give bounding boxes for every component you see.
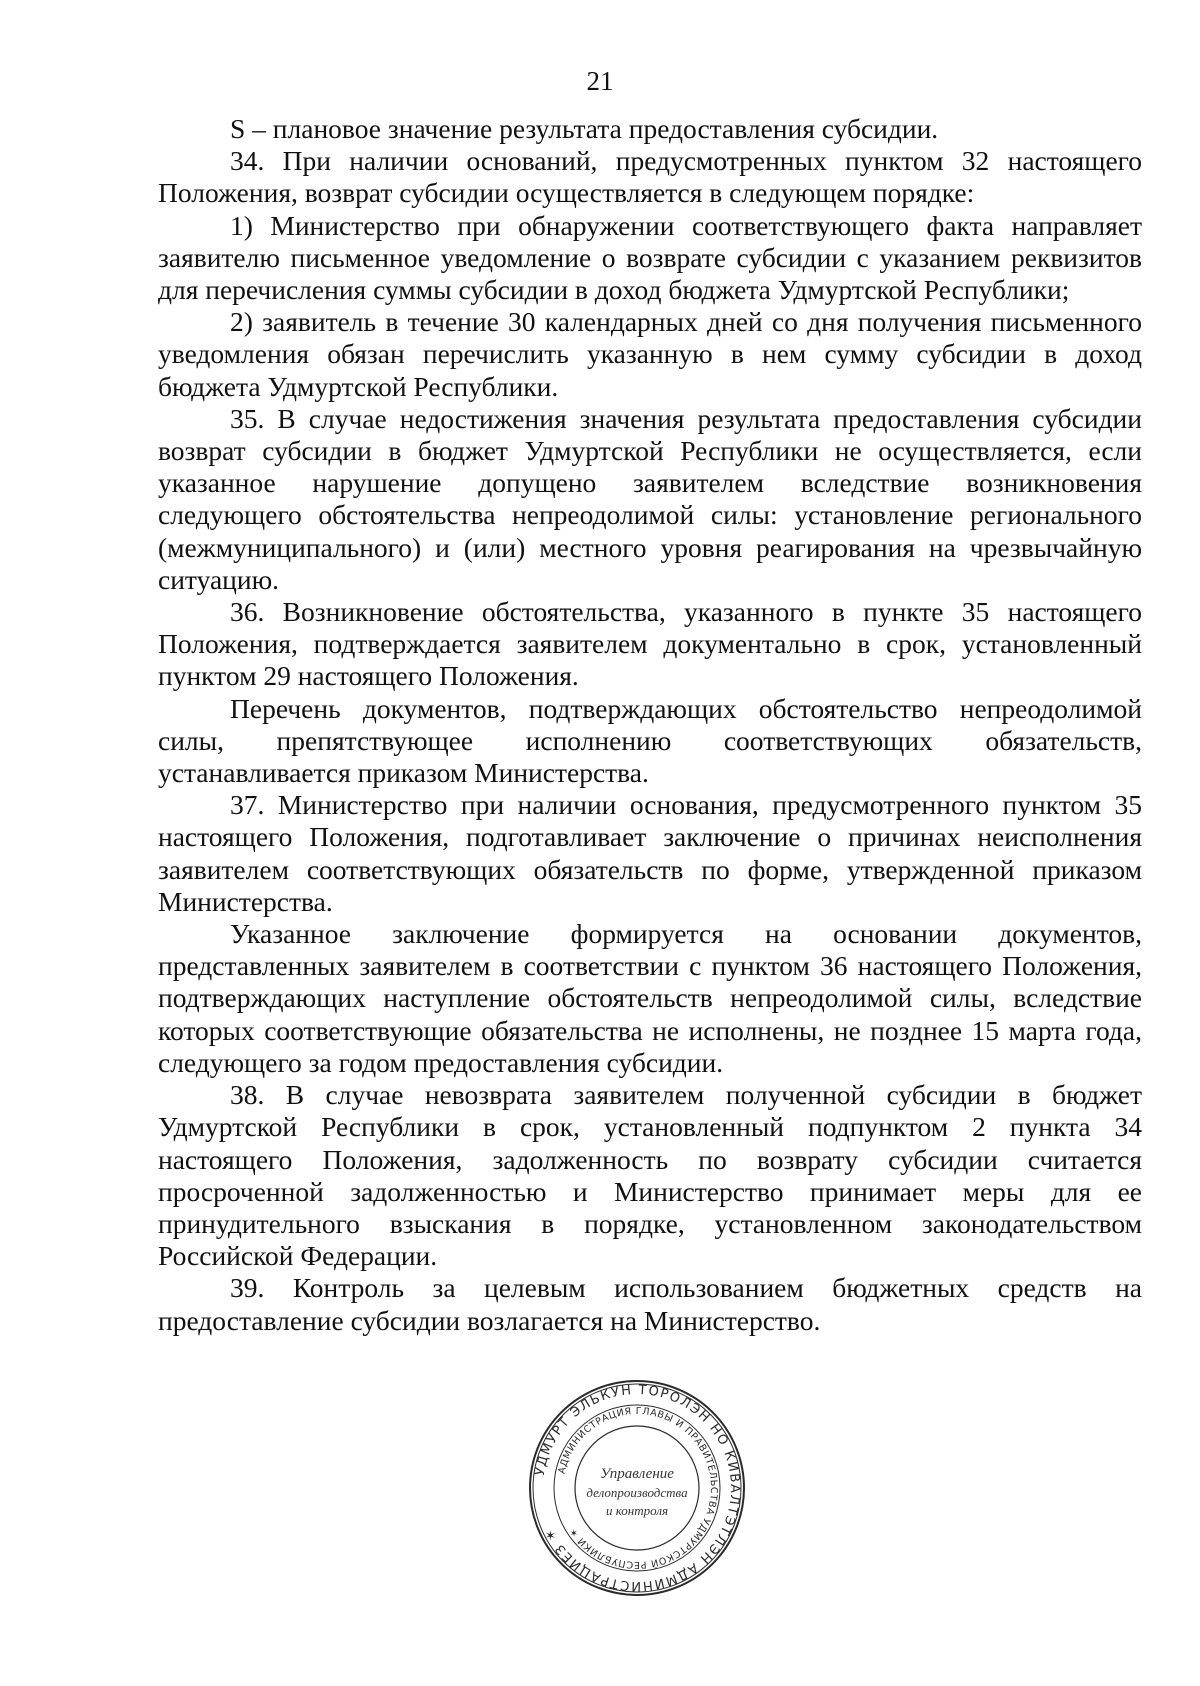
- paragraph-formula-s: S – плановое значение результата предоставления субсидии.: [230, 113, 939, 144]
- paragraph-35: 35. В случае недостижения значения результата предоставления субсидии возврат субсидии в бюджет Удмуртской Республики не осуществляется, если указанное нарушение допущено заявителем вследствие возникновения следующего обстоятельства непреодолимой силы: установление регионального (межмуниципального) и (или) местного уровня реагирования на чрезвычайную ситуацию.: [158, 402, 1142, 595]
- seal-outer-text: УДМУРТ ЭЛЬКУН ТОРОЛЭН НО КИВАЛТЭТЛЭН АДМИНИСТРАЦИЕЗ ✶: [532, 1382, 743, 1594]
- page-number: 21: [586, 66, 614, 96]
- paragraph-36: 36. Возникновение обстоятельства, указанного в пункте 35 настоящего Положения, подтверждается заявителем документально в срок, установленный пунктом 29 настоящего Положения.: [158, 596, 1142, 692]
- paragraph-34-2: 2) заявитель в течение 30 календарных дней со дня получения письменного уведомления обязан перечислить указанную в нем сумму субсидии в доход бюджета Удмуртской Республики.: [158, 306, 1142, 402]
- official-seal: [527, 1378, 747, 1598]
- paragraph-34-1: 1) Министерство при обнаружении соответствующего факта направляет заявителю письменное уведомление о возврате субсидии с указанием реквизитов для перечисления суммы субсидии в доход бюджета Удмуртской Республики;: [158, 209, 1142, 306]
- seal-inner-text: АДМИНИСТРАЦИЯ ГЛАВЫ И ПРАВИТЕЛЬСТВА УДМУРТСКОЙ РЕСПУБЛИКИ ✶: [556, 1405, 720, 1571]
- paragraph-34: 34. При наличии оснований, предусмотренных пунктом 32 настоящего Положения, возврат субсидии осуществляется в следующем порядке:: [158, 145, 1142, 209]
- paragraph-37-conclusion: Указанное заключение формируется на основании документов, представленных заявителем в соответствии с пунктом 36 настоящего Положения, подтверждающих наступление обстоятельств непреодолимой силы, вследствие которых соответствующие обязательства не исполнены, не позднее 15 марта года, следующего за годом предоставления субсидии.: [158, 918, 1142, 1078]
- svg-text:и контроля: и контроля: [605, 1503, 669, 1518]
- svg-text:Управление: Управление: [600, 1466, 674, 1482]
- svg-text:делопроизводства: делопроизводства: [586, 1485, 688, 1500]
- paragraph-38: 38. В случае невозврата заявителем полученной субсидии в бюджет Удмуртской Республики в срок, установленный подпунктом 2 пункта 34 настоящего Положения, задолженность по возврату субсидии считается просроченной задолженностью и Министерство принимает меры для ее принудительного взыскания в порядке, установленном законодательством Российской Федерации.: [158, 1079, 1142, 1272]
- document-body: [158, 113, 1142, 1337]
- paragraph-39: 39. Контроль за целевым использованием бюджетных средств на предоставление субсидии возлагается на Министерство.: [158, 1272, 1142, 1336]
- paragraph-36-list: Перечень документов, подтверждающих обстоятельство непреодолимой силы, препятствующее исполнению соответствующих обязательств, устанавливается приказом Министерства.: [158, 692, 1142, 789]
- paragraph-37: 37. Министерство при наличии основания, предусмотренного пунктом 35 настоящего Положения, подготавливает заключение о причинах неисполнения заявителем соответствующих обязательств по форме, утвержденной приказом Министерства.: [158, 789, 1142, 917]
- seal-center-text: [586, 1466, 688, 1518]
